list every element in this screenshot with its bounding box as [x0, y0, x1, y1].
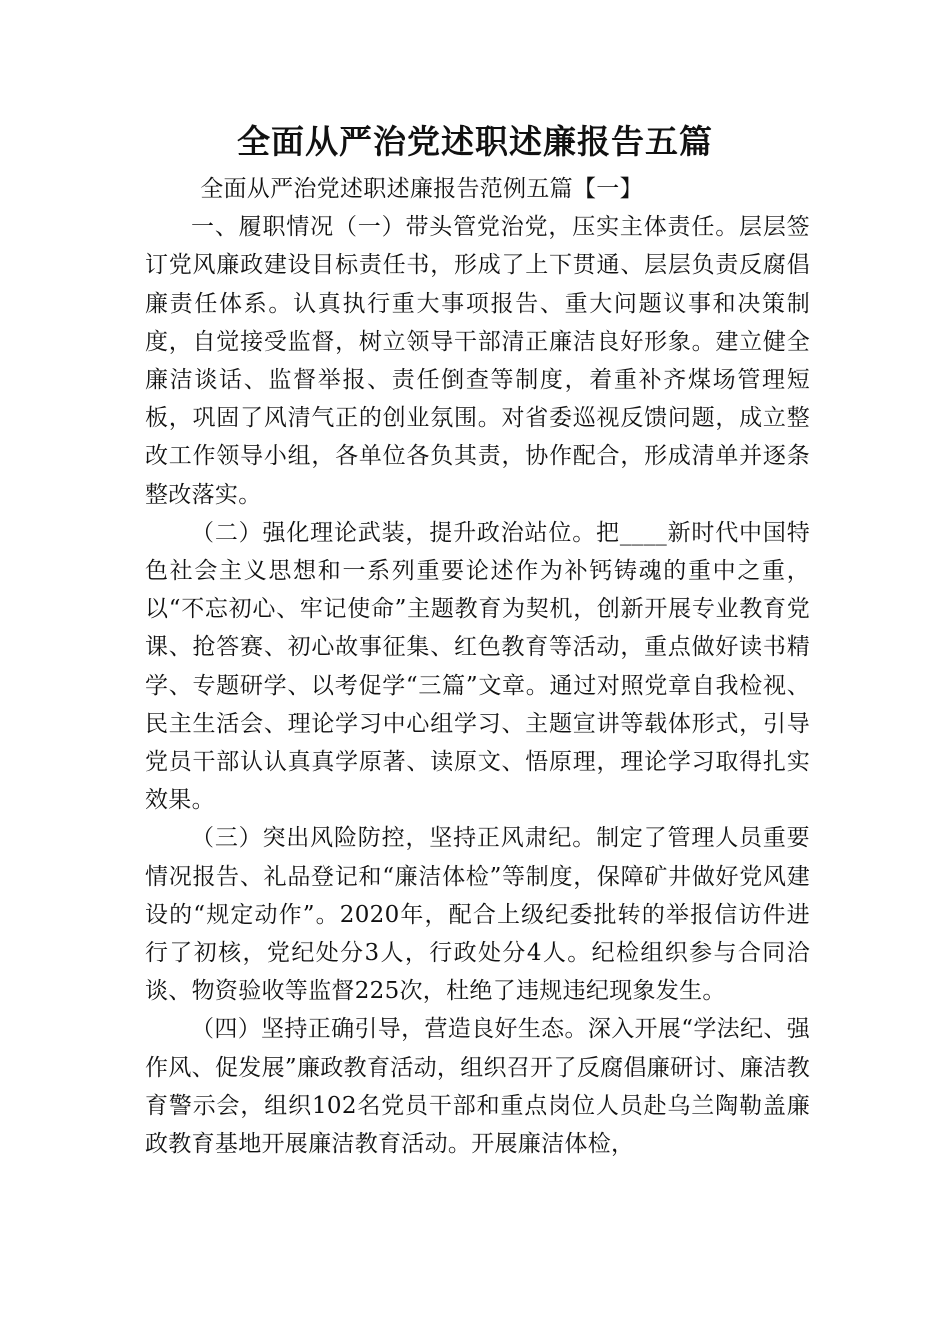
paragraph-performance-4: （四）坚持正确引导，营造良好生态。深入开展“学法纪、强作风、促发展”廉政教育活动，组织召开了反腐倡廉研讨、廉洁教育警示会，组织102名党员干部和重点岗位人员赴乌兰陶勒盖廉政教育基地开展廉洁教育活动。开展廉洁体检， — [145, 1016, 810, 1158]
section-heading: 全面从严治党述职述廉报告范例五篇【一】 — [200, 176, 643, 202]
paragraph-performance-1: 一、履职情况（一）带头管党治党，压实主体责任。层层签订党风廉政建设目标责任书，形成了上下贯通、层层负责反腐倡廉责任体系。认真执行重大事项报告、重大问题议事和决策制度，自觉接受监督，树立领导干部清正廉洁良好形象。建立健全廉洁谈话、监督举报、责任倒查等制度，着重补齐煤场管理短板，巩固了风清气正的创业氛围。对省委巡视反馈问题，成立整改工作领导小组，各单位各负其责，协作配合，形成清单并逐条整改落实。 — [145, 214, 810, 508]
document-body — [145, 170, 810, 1163]
paragraph-performance-2: （二）强化理论武装，提升政治站位。把____新时代中国特色社会主义思想和一系列重要论述作为补钙铸魂的重中之重，以“不忘初心、牢记使命”主题教育为契机，创新开展专业教育党课、抢答赛、初心故事征集、红色教育等活动，重点做好读书精学、专题研学、以考促学“三篇”文章。通过对照党章自我检视、民主生活会、理论学习中心组学习、主题宣讲等载体形式，引导党员干部认认真真学原著、读原文、悟原理，理论学习取得扎实效果。 — [145, 519, 810, 814]
paragraph-performance-3: （三）突出风险防控，坚持正风肃纪。制定了管理人员重要情况报告、礼品登记和“廉洁体检”等制度，保障矿井做好党风建设的“规定动作”。2020年，配合上级纪委批转的举报信访件进行了初核，党纪处分3人，行政处分4人。纪检组织参与合同洽谈、物资验收等监督225次，杜绝了违规违纪现象发生。 — [145, 825, 810, 1005]
document-title: 全面从严治党述职述廉报告五篇 — [237, 122, 713, 161]
